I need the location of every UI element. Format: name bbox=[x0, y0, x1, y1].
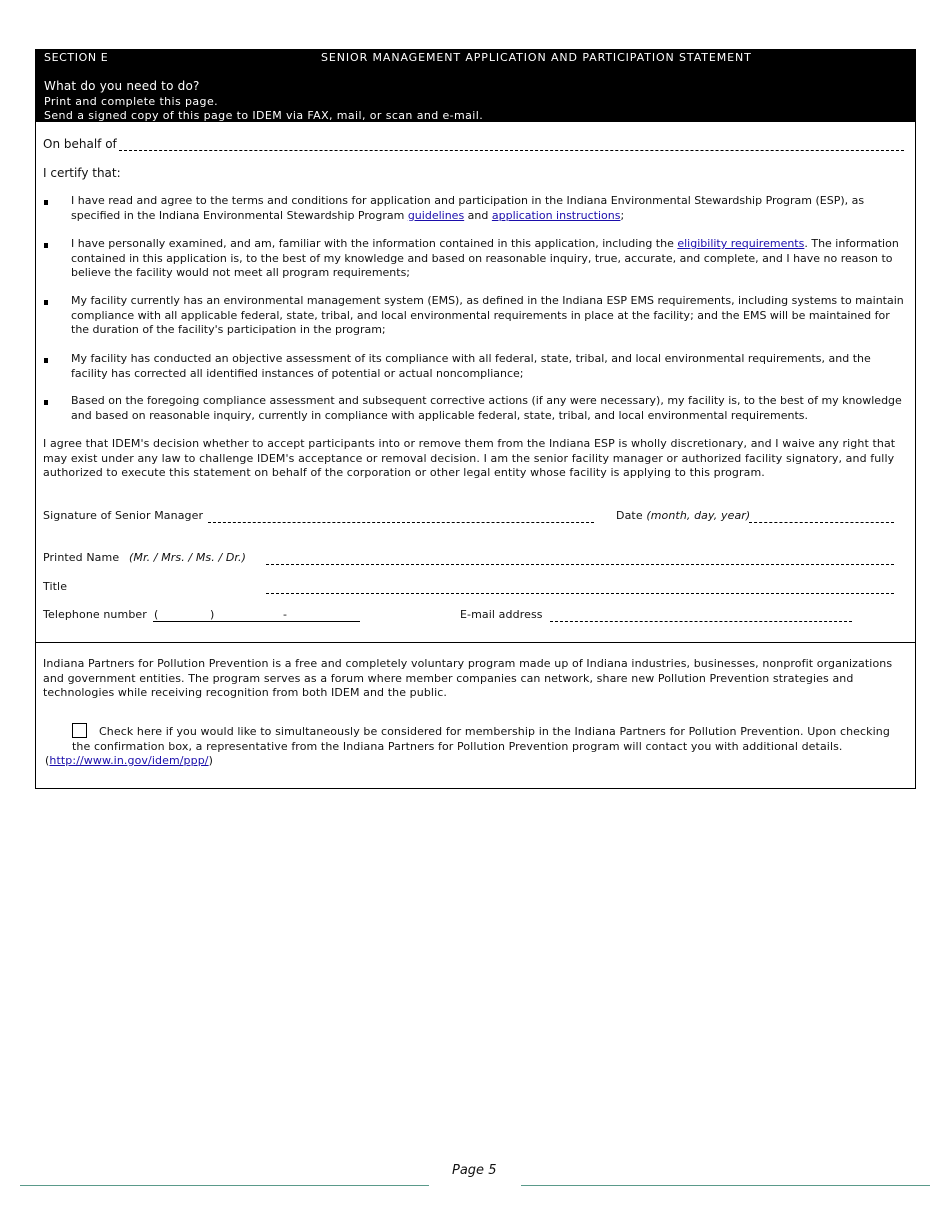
bullet-marker bbox=[44, 243, 48, 248]
email-label: E-mail address bbox=[460, 608, 543, 621]
bullet-marker bbox=[44, 200, 48, 205]
telephone-label: Telephone number bbox=[43, 608, 147, 621]
section-label: SECTION E bbox=[44, 51, 109, 64]
page-number: Page 5 bbox=[452, 1163, 497, 1178]
date-label-text: Date bbox=[616, 509, 643, 522]
certify-item-2 bbox=[71, 237, 904, 281]
signature-field[interactable] bbox=[208, 522, 594, 523]
p2-link-open-paren: ( bbox=[45, 754, 50, 767]
phone-open-paren: ( bbox=[154, 608, 159, 621]
certify-label: I certify that: bbox=[43, 166, 121, 180]
agreement-paragraph: I agree that IDEM's decision whether to accept participants into or remove them from the Indiana ESP is wholly discretionary, and I waive any right that may exist under any law to challenge IDEM's acceptance or removal decision. I am the senior facility manager or authorized facility signatory, and fully authorized to execute this statement on behalf of the corporation or other legal entity whose facility is applying to this program. bbox=[43, 437, 896, 479]
bullet-marker bbox=[44, 400, 48, 405]
certify-item-5: Based on the foregoing compliance assessment and subsequent corrective actions (if any were necessary), my facility is, to the best of my knowledge and based on reasonable inquiry, currently in compliance with applicable federal, state, tribal, and local environmental requirements. bbox=[71, 394, 902, 422]
title-field[interactable] bbox=[266, 593, 894, 594]
p2-description: Indiana Partners for Pollution Prevention is a free and completely voluntary program made up of Indiana industries, businesses, nonprofit organizations and government entities. The program serves as a forum where member companies can network, share new Pollution Prevention strategies and technologies while receiving recognition from both IDEM and the public. bbox=[43, 657, 893, 699]
p2-website-link[interactable]: http://www.in.gov/idem/ppp/ bbox=[49, 754, 209, 767]
footer-rule-left bbox=[20, 1185, 429, 1186]
telephone-field[interactable] bbox=[153, 621, 360, 622]
on-behalf-of-label: On behalf of bbox=[43, 137, 117, 151]
date-label bbox=[616, 509, 750, 524]
application-instructions-link[interactable]: application instructions bbox=[491, 208, 621, 222]
section-header bbox=[36, 50, 915, 122]
certify-item-4: My facility has conducted an objective assessment of its compliance with all federal, state, tribal, and local environmental requirements, and the facility has corrected all identified instances of potential or actual noncompliance; bbox=[71, 352, 871, 380]
certify-item-2-text: I have personally examined, and am, familiar with the information contained in this application, including the bbox=[71, 237, 678, 250]
instructions-line-2: Send a signed copy of this page to IDEM via FAX, mail, or scan and e-mail. bbox=[44, 109, 484, 122]
certify-item-1-text: I have read and agree to the terms and conditions for application and participation in the Indiana Environmental Stewardship Program (ESP), as specified in the Indiana Environmental Stewardship Program bbox=[71, 194, 865, 222]
bullet-marker bbox=[44, 358, 48, 363]
printed-name-field[interactable] bbox=[266, 564, 894, 565]
on-behalf-of-field[interactable] bbox=[119, 150, 904, 151]
p2-link-close-paren: ) bbox=[208, 754, 214, 767]
date-hint: (month, day, year) bbox=[646, 509, 751, 522]
printed-name-label: Printed Name bbox=[43, 551, 120, 564]
p2-checkbox-label: Check here if you would like to simultaneously be considered for membership in the Indiana Partners for Pollution Prevention. Upon checking the confirmation box, a representative from the Indiana Partners for Pollution Prevention program will contact you with additional details. bbox=[72, 725, 890, 753]
certify-item-2-end: . The information contained in this application is, to the best of my knowledge and based on reasonable inquiry, true, accurate, and complete, and I have no reason to believe the facility would not meet all program requirements; bbox=[71, 237, 899, 279]
eligibility-requirements-link[interactable]: eligibility requirements bbox=[677, 237, 805, 250]
title-label: Title bbox=[43, 580, 68, 593]
p2-checkbox-text bbox=[45, 725, 902, 769]
certify-item-3: My facility currently has an environmental management system (EMS), as defined in the Indiana ESP EMS requirements, including systems to maintain compliance with all applicable federal, state, tribal, and local environmental requirements in place at the facility; and the EMS will be maintained for the duration of the facility's participation in the program; bbox=[71, 294, 904, 336]
guidelines-link[interactable]: guidelines bbox=[407, 208, 465, 222]
certify-item-1-end: ; bbox=[620, 208, 625, 222]
p2-link-wrapper bbox=[45, 754, 213, 767]
bullet-marker bbox=[44, 300, 48, 305]
section-title: SENIOR MANAGEMENT APPLICATION AND PARTICIPATION STATEMENT bbox=[321, 51, 752, 64]
footer-rule-right bbox=[521, 1185, 930, 1186]
instructions-line-1: Print and complete this page. bbox=[44, 95, 219, 108]
signature-label: Signature of Senior Manager bbox=[43, 509, 204, 522]
pollution-prevention-section bbox=[35, 642, 916, 789]
email-field[interactable] bbox=[550, 621, 852, 622]
phone-dash: - bbox=[283, 608, 288, 621]
date-field[interactable] bbox=[749, 522, 894, 523]
instructions-question: What do you need to do? bbox=[44, 79, 200, 93]
certify-item-1-conjunction: and bbox=[464, 208, 492, 222]
printed-name-hint: (Mr. / Mrs. / Ms. / Dr.) bbox=[129, 551, 247, 564]
senior-management-statement-section bbox=[35, 49, 916, 643]
phone-close-paren: ) bbox=[210, 608, 215, 621]
certify-item-1 bbox=[71, 194, 904, 223]
